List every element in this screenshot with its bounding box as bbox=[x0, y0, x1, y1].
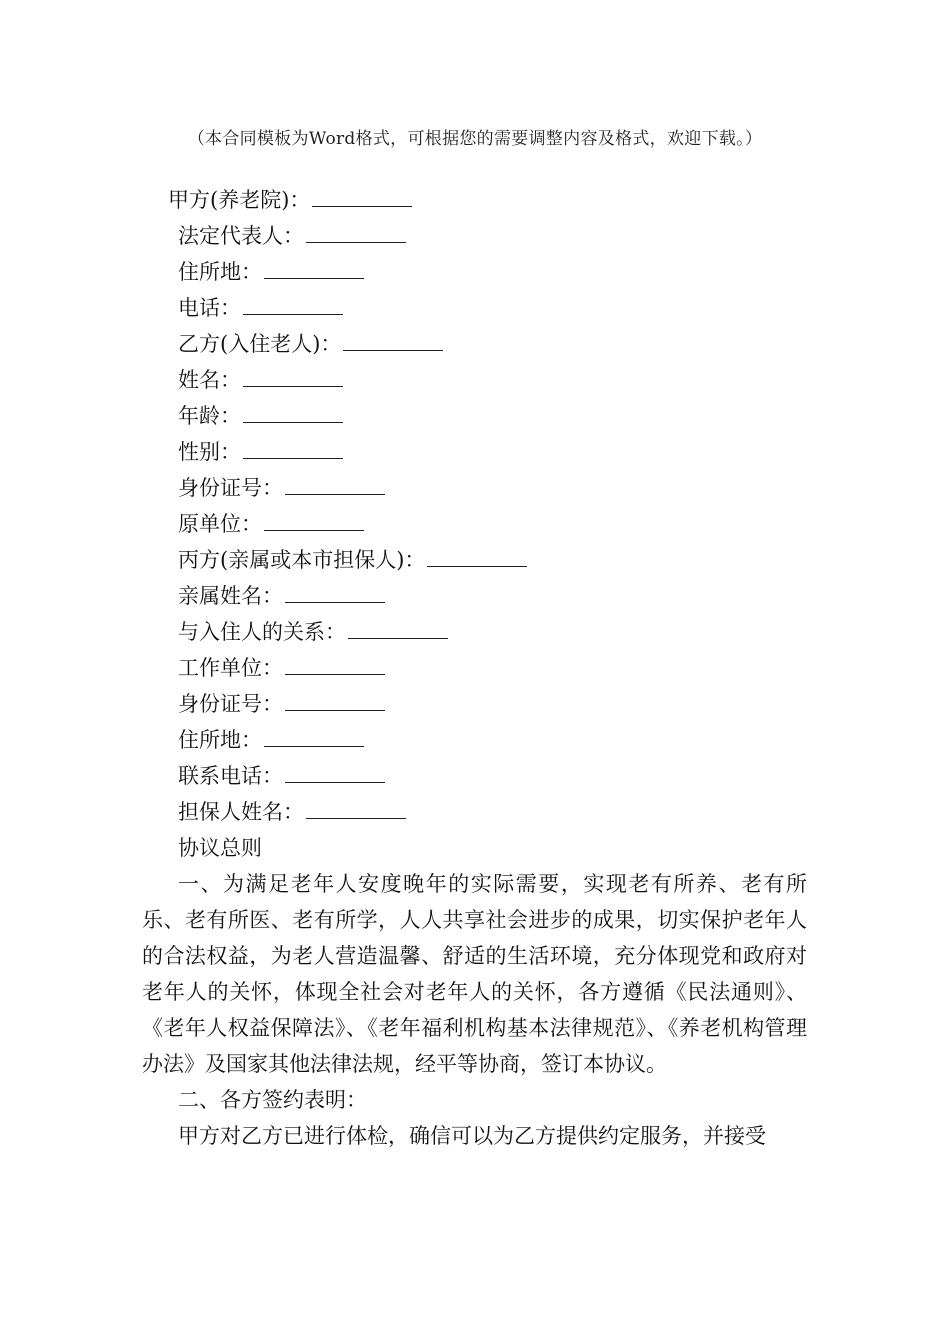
paragraph-1: 一、为满足老年人安度晚年的实际需要，实现老有所养、老有所乐、老有所医、老有所学，人人共享社会进步的成果，切实保护老年人的合法权益，为老人营造温馨、舒适的生活环境，充分体现党和政府对老年人的关怀，体现全社会对老年人的关怀，各方遵循《民法通则》、《老年人权益保障法》、《老年福利机构基本法律规范》、《养老机构管理办法》及国家其他法律法规，经平等协商，签订本协议。 bbox=[142, 872, 807, 1076]
fill-blank[interactable] bbox=[243, 456, 343, 459]
field-address-c bbox=[0, 722, 950, 758]
template-note: （本合同模板为Word格式，可根据您的需要调整内容及格式，欢迎下载。） bbox=[187, 129, 763, 149]
field-former-unit bbox=[0, 506, 950, 542]
field-label: 性别： bbox=[178, 440, 241, 464]
field-label: 丙方(亲属或本市担保人)： bbox=[178, 548, 426, 572]
fill-blank[interactable] bbox=[264, 528, 364, 531]
field-label: 与入住人的关系： bbox=[178, 620, 346, 644]
fill-blank[interactable] bbox=[285, 672, 385, 675]
field-label: 身份证号： bbox=[178, 476, 283, 500]
field-id-c bbox=[0, 686, 950, 722]
fill-blank[interactable] bbox=[306, 816, 406, 819]
fill-blank[interactable] bbox=[243, 312, 343, 315]
fill-blank[interactable] bbox=[348, 636, 448, 639]
field-label: 乙方(入住老人)： bbox=[178, 332, 342, 356]
field-address-a bbox=[0, 254, 950, 290]
section-title: 协议总则 bbox=[178, 836, 262, 860]
field-party-a bbox=[0, 182, 950, 218]
field-relationship bbox=[0, 614, 950, 650]
field-label: 担保人姓名： bbox=[178, 800, 304, 824]
field-party-b bbox=[0, 326, 950, 362]
fill-blank[interactable] bbox=[285, 708, 385, 711]
agreement-body bbox=[142, 866, 807, 1154]
fill-blank[interactable] bbox=[264, 276, 364, 279]
field-id-b bbox=[0, 470, 950, 506]
field-label: 工作单位： bbox=[178, 656, 283, 680]
fill-blank[interactable] bbox=[285, 492, 385, 495]
field-label: 法定代表人： bbox=[178, 224, 304, 248]
paragraph-2: 二、各方签约表明： bbox=[178, 1088, 367, 1112]
party-fields bbox=[0, 182, 950, 866]
field-label: 原单位： bbox=[178, 512, 262, 536]
field-label: 姓名： bbox=[178, 368, 241, 392]
field-label: 身份证号： bbox=[178, 692, 283, 716]
fill-blank[interactable] bbox=[264, 744, 364, 747]
field-name bbox=[0, 362, 950, 398]
field-legal-rep bbox=[0, 218, 950, 254]
field-work-unit bbox=[0, 650, 950, 686]
paragraph-3: 甲方对乙方已进行体检，确信可以为乙方提供约定服务，并接受 bbox=[178, 1124, 766, 1148]
field-age bbox=[0, 398, 950, 434]
field-contact-phone bbox=[0, 758, 950, 794]
fill-blank[interactable] bbox=[243, 420, 343, 423]
fill-blank[interactable] bbox=[427, 564, 527, 567]
fill-blank[interactable] bbox=[312, 204, 412, 207]
field-label: 住所地： bbox=[178, 260, 262, 284]
field-party-c bbox=[0, 542, 950, 578]
field-label: 亲属姓名： bbox=[178, 584, 283, 608]
fill-blank[interactable] bbox=[285, 780, 385, 783]
field-label: 联系电话： bbox=[178, 764, 283, 788]
fill-blank[interactable] bbox=[306, 240, 406, 243]
field-label: 甲方(养老院)： bbox=[168, 188, 311, 212]
field-relative-name bbox=[0, 578, 950, 614]
fill-blank[interactable] bbox=[343, 348, 443, 351]
fill-blank[interactable] bbox=[285, 600, 385, 603]
field-label: 年龄： bbox=[178, 404, 241, 428]
fill-blank[interactable] bbox=[243, 384, 343, 387]
field-gender bbox=[0, 434, 950, 470]
field-label: 住所地： bbox=[178, 728, 262, 752]
field-phone-a bbox=[0, 290, 950, 326]
field-guarantor-name bbox=[0, 794, 950, 830]
field-label: 电话： bbox=[178, 296, 241, 320]
